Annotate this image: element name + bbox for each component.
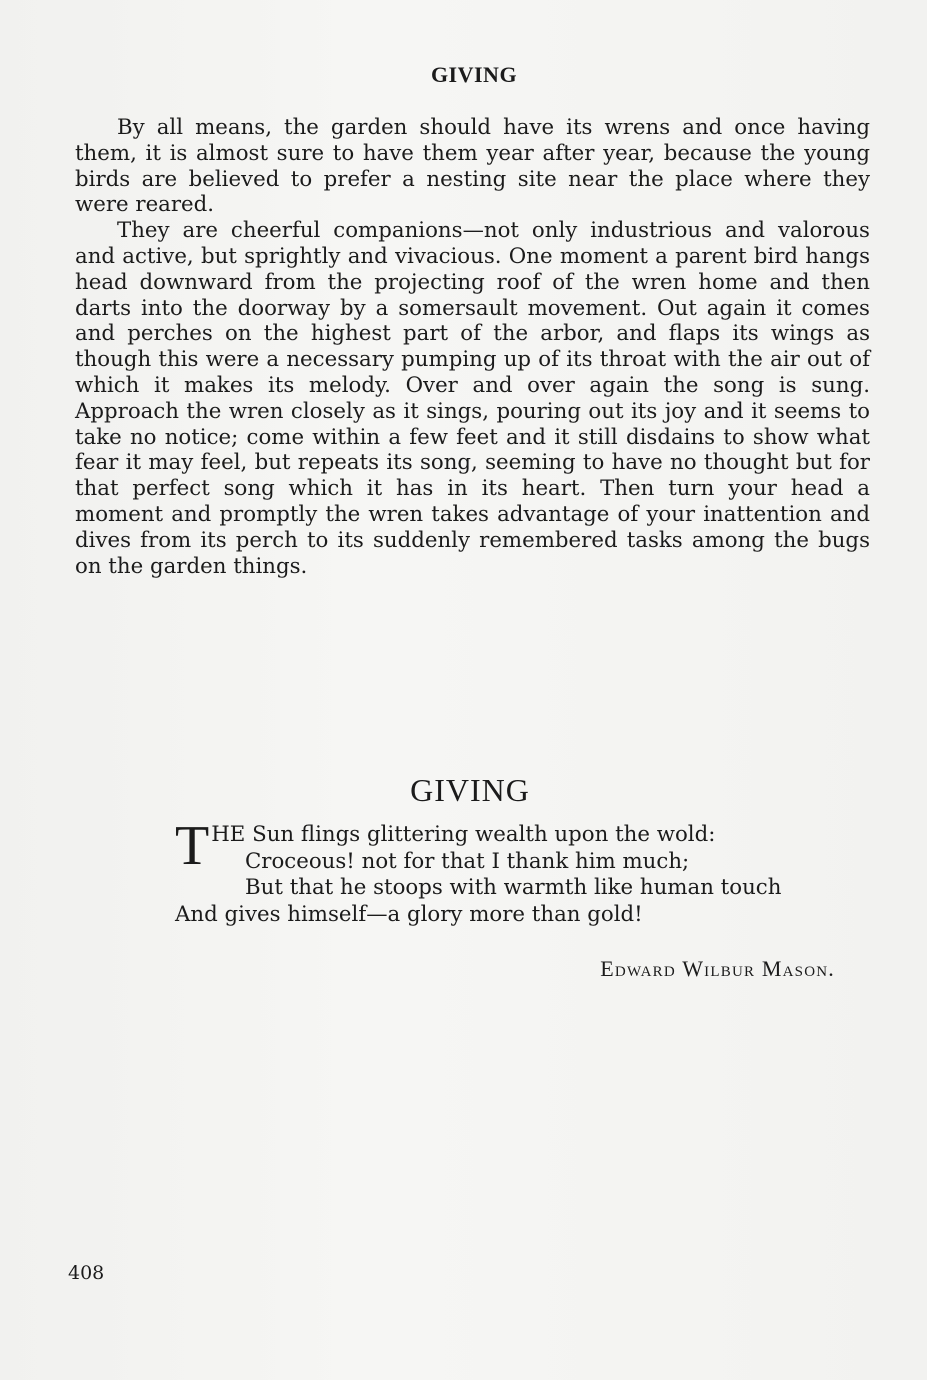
poem-title: GIVING <box>410 772 530 808</box>
poem-author <box>600 956 835 982</box>
paragraph-2: They are cheerful companions—not only industrious and valorous and active, but sprightly and vivacious. One moment a parent bird hangs head downward from the projecting roof of the wren home and then darts into the doorway by a somersault movement. Out again it comes and perches on the highest part of the arbor, and flaps its wings as though this were a necessary pumping up of its throat with the air out of which it makes its melody. Over and over again the song is sung. Approach the wren closely as it sings, pouring out its joy and it seems to take no notice; come within a few feet and it still disdains to show what fear it may feel, but repeats its song, seeming to have no thought but for that perfect song which it has in its heart. Then turn your head a moment and promptly the wren takes advantage of your inattention and dives from its perch to its suddenly remembered tasks among the bugs on the garden things. <box>75 218 870 579</box>
poem-line-1: HE Sun flings glittering wealth upon the wold: <box>211 822 716 847</box>
poem-line-3: But that he stoops with warmth like human touch <box>245 875 782 900</box>
prose-section <box>75 115 870 579</box>
poem-line-4: And gives himself—a glory more than gold! <box>175 901 643 927</box>
paragraph-1: By all means, the garden should have its wrens and once having them, it is almost sure to have them year after year, because the young birds are believed to prefer a nesting site near the place where they were reared. <box>75 115 870 218</box>
poem <box>175 815 855 928</box>
drop-cap: T <box>175 815 210 877</box>
page-number: 408 <box>68 1262 105 1284</box>
author-name: Edward Wilbur Mason. <box>600 956 835 981</box>
running-head: GIVING <box>430 62 518 87</box>
poem-line-2: Croceous! not for that I thank him much; <box>245 848 690 874</box>
